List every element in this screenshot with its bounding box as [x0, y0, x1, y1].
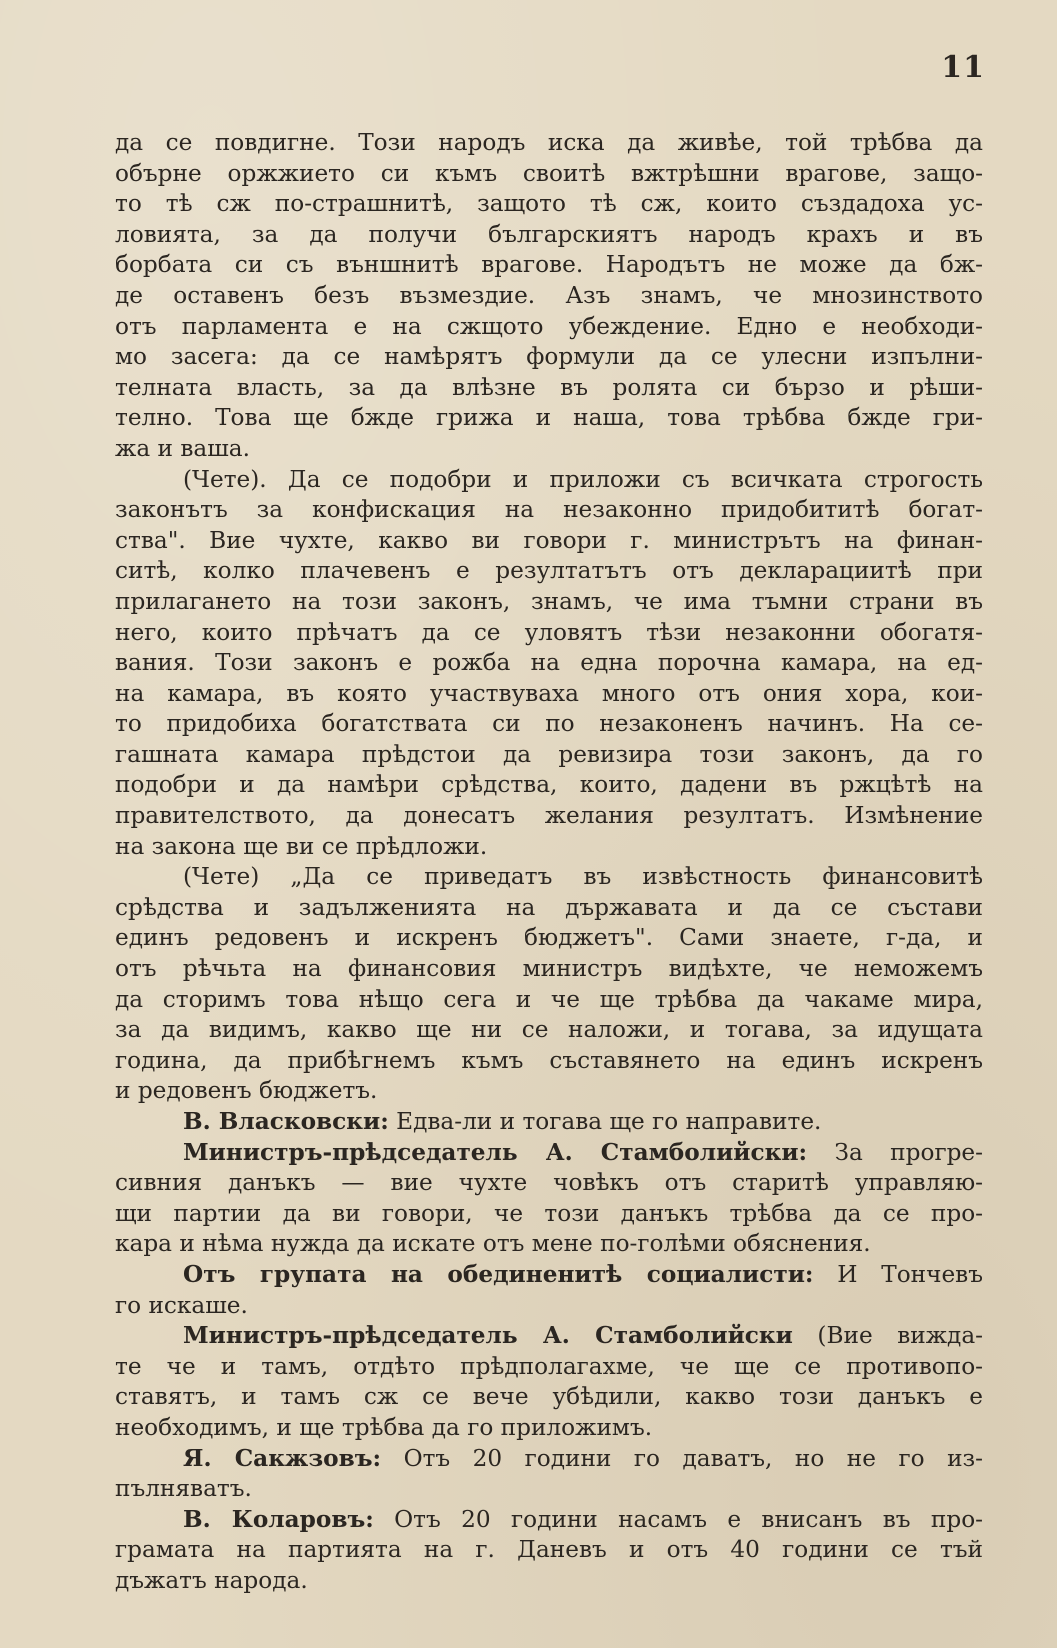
line-text: обърне оржжието си къмъ своитѣ вжтрѣшни врагове, защо-: [115, 159, 983, 187]
text-line: [115, 1566, 983, 1597]
line-text: телната власть, за да влѣзне въ ролята си бързо и рѣши-: [115, 373, 983, 401]
text-line: [115, 1199, 983, 1230]
text-line: [115, 1505, 983, 1536]
line-text: грамата на партията на г. Даневъ и отъ 40 години се тъй: [115, 1536, 983, 1564]
text-line: [115, 709, 983, 740]
line-text: отъ парламента е на сжщото убеждение. Едно е необходи-: [115, 312, 983, 340]
line-text: на закона ще ви се прѣдложи.: [115, 832, 488, 860]
line-text: борбата си съ външнитѣ врагове. Народътъ не може да бж-: [115, 251, 983, 279]
text-line: [115, 434, 983, 465]
line-text: телно. Това ще бжде грижа и наша, това трѣбва бжде гри-: [115, 404, 983, 432]
text-line: [115, 893, 983, 924]
text-line: [115, 1107, 983, 1138]
text-line: [115, 618, 983, 649]
line-text: то тѣ сж по-страшнитѣ, защото тѣ сж, които създадоха ус-: [115, 190, 983, 218]
text-line: [115, 801, 983, 832]
line-text: срѣдства и задълженията на държавата и да се състави: [115, 893, 983, 921]
text-line: [115, 1444, 983, 1475]
line-text: мо засега: да се намѣрятъ формули да се улесни изпълни-: [115, 343, 983, 371]
line-text: кара и нѣма нужда да искате отъ мене по-голѣми обяснения.: [115, 1230, 871, 1258]
speaker-name: Я. Сакжзовъ:: [183, 1444, 382, 1472]
line-text: За прогре-: [807, 1138, 983, 1166]
speaker-name: Министръ-прѣдседатель А. Стамболийски:: [183, 1138, 808, 1166]
text-line: [115, 189, 983, 220]
text-line: [115, 281, 983, 312]
text-line: [115, 1474, 983, 1505]
line-text: него, които прѣчатъ да се уловятъ тѣзи незаконни обогатя-: [115, 618, 983, 646]
body-text: [115, 128, 983, 1597]
line-text: (Вие вижда-: [792, 1322, 983, 1350]
line-text: за да видимъ, какво ще ни се наложи, и тогава, за идущата: [115, 1016, 983, 1044]
text-line: [115, 250, 983, 281]
text-line: [115, 1291, 983, 1322]
line-text: (Чете) „Да се приведатъ въ извѣстность финансовитѣ: [183, 863, 983, 891]
speaker-name: Отъ групата на обединенитѣ социалисти:: [183, 1260, 814, 1288]
line-text: на камара, въ която участвуваха много отъ ония хора, кои-: [115, 679, 983, 707]
text-line: [115, 1321, 983, 1352]
line-text: Отъ 20 години го даватъ, но не го из-: [381, 1444, 984, 1472]
text-line: [115, 342, 983, 373]
text-line: [115, 1352, 983, 1383]
line-text: необходимъ, и ще трѣбва да го приложимъ.: [115, 1413, 653, 1441]
speaker-name: В. Коларовъ:: [183, 1505, 374, 1533]
line-text: дъжатъ народа.: [115, 1566, 308, 1594]
line-text: отъ рѣчьта на финансовия министръ видѣхте, че неможемъ: [115, 955, 983, 983]
line-text: да се повдигне. Този народъ иска да живѣе, той трѣбва да: [115, 129, 983, 156]
text-line: [115, 740, 983, 771]
text-line: [115, 465, 983, 496]
line-text: прилагането на този законъ, знамъ, че има тъмни страни въ: [115, 587, 983, 615]
line-text: вания. Този законъ е рожба на една порочна камара, на ед-: [115, 649, 983, 677]
line-text: ловията, за да получи българскиятъ народъ крахъ и въ: [115, 220, 983, 248]
text-line: [115, 1229, 983, 1260]
text-line: [115, 373, 983, 404]
text-line: [115, 862, 983, 893]
text-line: [115, 1046, 983, 1077]
text-line: [115, 1168, 983, 1199]
text-line: [115, 1260, 983, 1291]
speaker-name: В. Власковски:: [183, 1108, 389, 1135]
text-line: [115, 159, 983, 190]
text-line: [115, 1535, 983, 1566]
line-text: де оставенъ безъ възмездие. Азъ знамъ, че мнозинството: [115, 281, 983, 309]
line-text: единъ редовенъ и искренъ бюджетъ". Сами знаете, г-да, и: [115, 924, 983, 952]
text-line: [115, 1138, 983, 1169]
text-line: [115, 312, 983, 343]
line-text: правителството, да донесатъ желания резултатъ. Измѣнение: [115, 802, 983, 830]
text-line: [115, 220, 983, 251]
line-text: ставятъ, и тамъ сж се вече убѣдили, какво този данъкъ е: [115, 1383, 983, 1411]
text-line: [115, 679, 983, 710]
text-line: [115, 526, 983, 557]
line-text: да сторимъ това нѣщо сега и че ще трѣбва да чакаме мира,: [115, 985, 983, 1013]
text-line: [115, 954, 983, 985]
text-line: [115, 832, 983, 863]
text-line: [115, 648, 983, 679]
line-text: то придобиха богатствата си по незаконенъ начинъ. На се-: [115, 710, 983, 738]
text-line: [115, 495, 983, 526]
line-text: щи партии да ви говори, че този данъкъ трѣбва да се про-: [115, 1199, 983, 1227]
text-line: [115, 587, 983, 618]
line-text: сивния данъкъ — вие чухте човѣкъ отъ старитѣ управляю-: [115, 1169, 983, 1197]
line-text: Отъ 20 години насамъ е внисанъ въ про-: [373, 1505, 984, 1533]
line-text: Едва-ли и тогава ще го направите.: [388, 1108, 822, 1135]
line-text: ситѣ, колко плачевенъ е резултатътъ отъ декларациитѣ при: [115, 557, 983, 585]
text-line: [115, 1382, 983, 1413]
page-number: 11: [941, 50, 985, 85]
line-text: те че и тамъ, отдѣто прѣдполагахме, че ще се противопо-: [115, 1352, 983, 1380]
line-text: пълняватъ.: [115, 1475, 252, 1503]
line-text: го искаше.: [115, 1291, 248, 1319]
line-text: и редовенъ бюджетъ.: [115, 1077, 378, 1105]
text-line: [115, 770, 983, 801]
speaker-name: Министръ-прѣдседатель А. Стамболийски: [183, 1322, 793, 1350]
text-line: [115, 985, 983, 1016]
line-text: гашната камара прѣдстои да ревизира този законъ, да го: [115, 740, 983, 768]
line-text: жа и ваша.: [115, 434, 250, 462]
text-line: [115, 1413, 983, 1444]
line-text: подобри и да намѣри срѣдства, които, дадени въ ржцѣтѣ на: [115, 771, 983, 799]
line-text: ства". Вие чухте, какво ви говори г. министрътъ на финан-: [115, 526, 983, 554]
line-text: И Тончевъ: [813, 1260, 983, 1288]
line-text: година, да прибѣгнемъ къмъ съставянето на единъ искренъ: [115, 1046, 983, 1074]
text-line: [115, 128, 983, 159]
text-line: [115, 923, 983, 954]
text-line: [115, 556, 983, 587]
text-line: [115, 1015, 983, 1046]
text-line: [115, 403, 983, 434]
line-text: (Чете). Да се подобри и приложи съ всичката строгость: [183, 465, 983, 493]
text-line: [115, 1076, 983, 1107]
line-text: законътъ за конфискация на незаконно придобититѣ богат-: [115, 496, 983, 524]
